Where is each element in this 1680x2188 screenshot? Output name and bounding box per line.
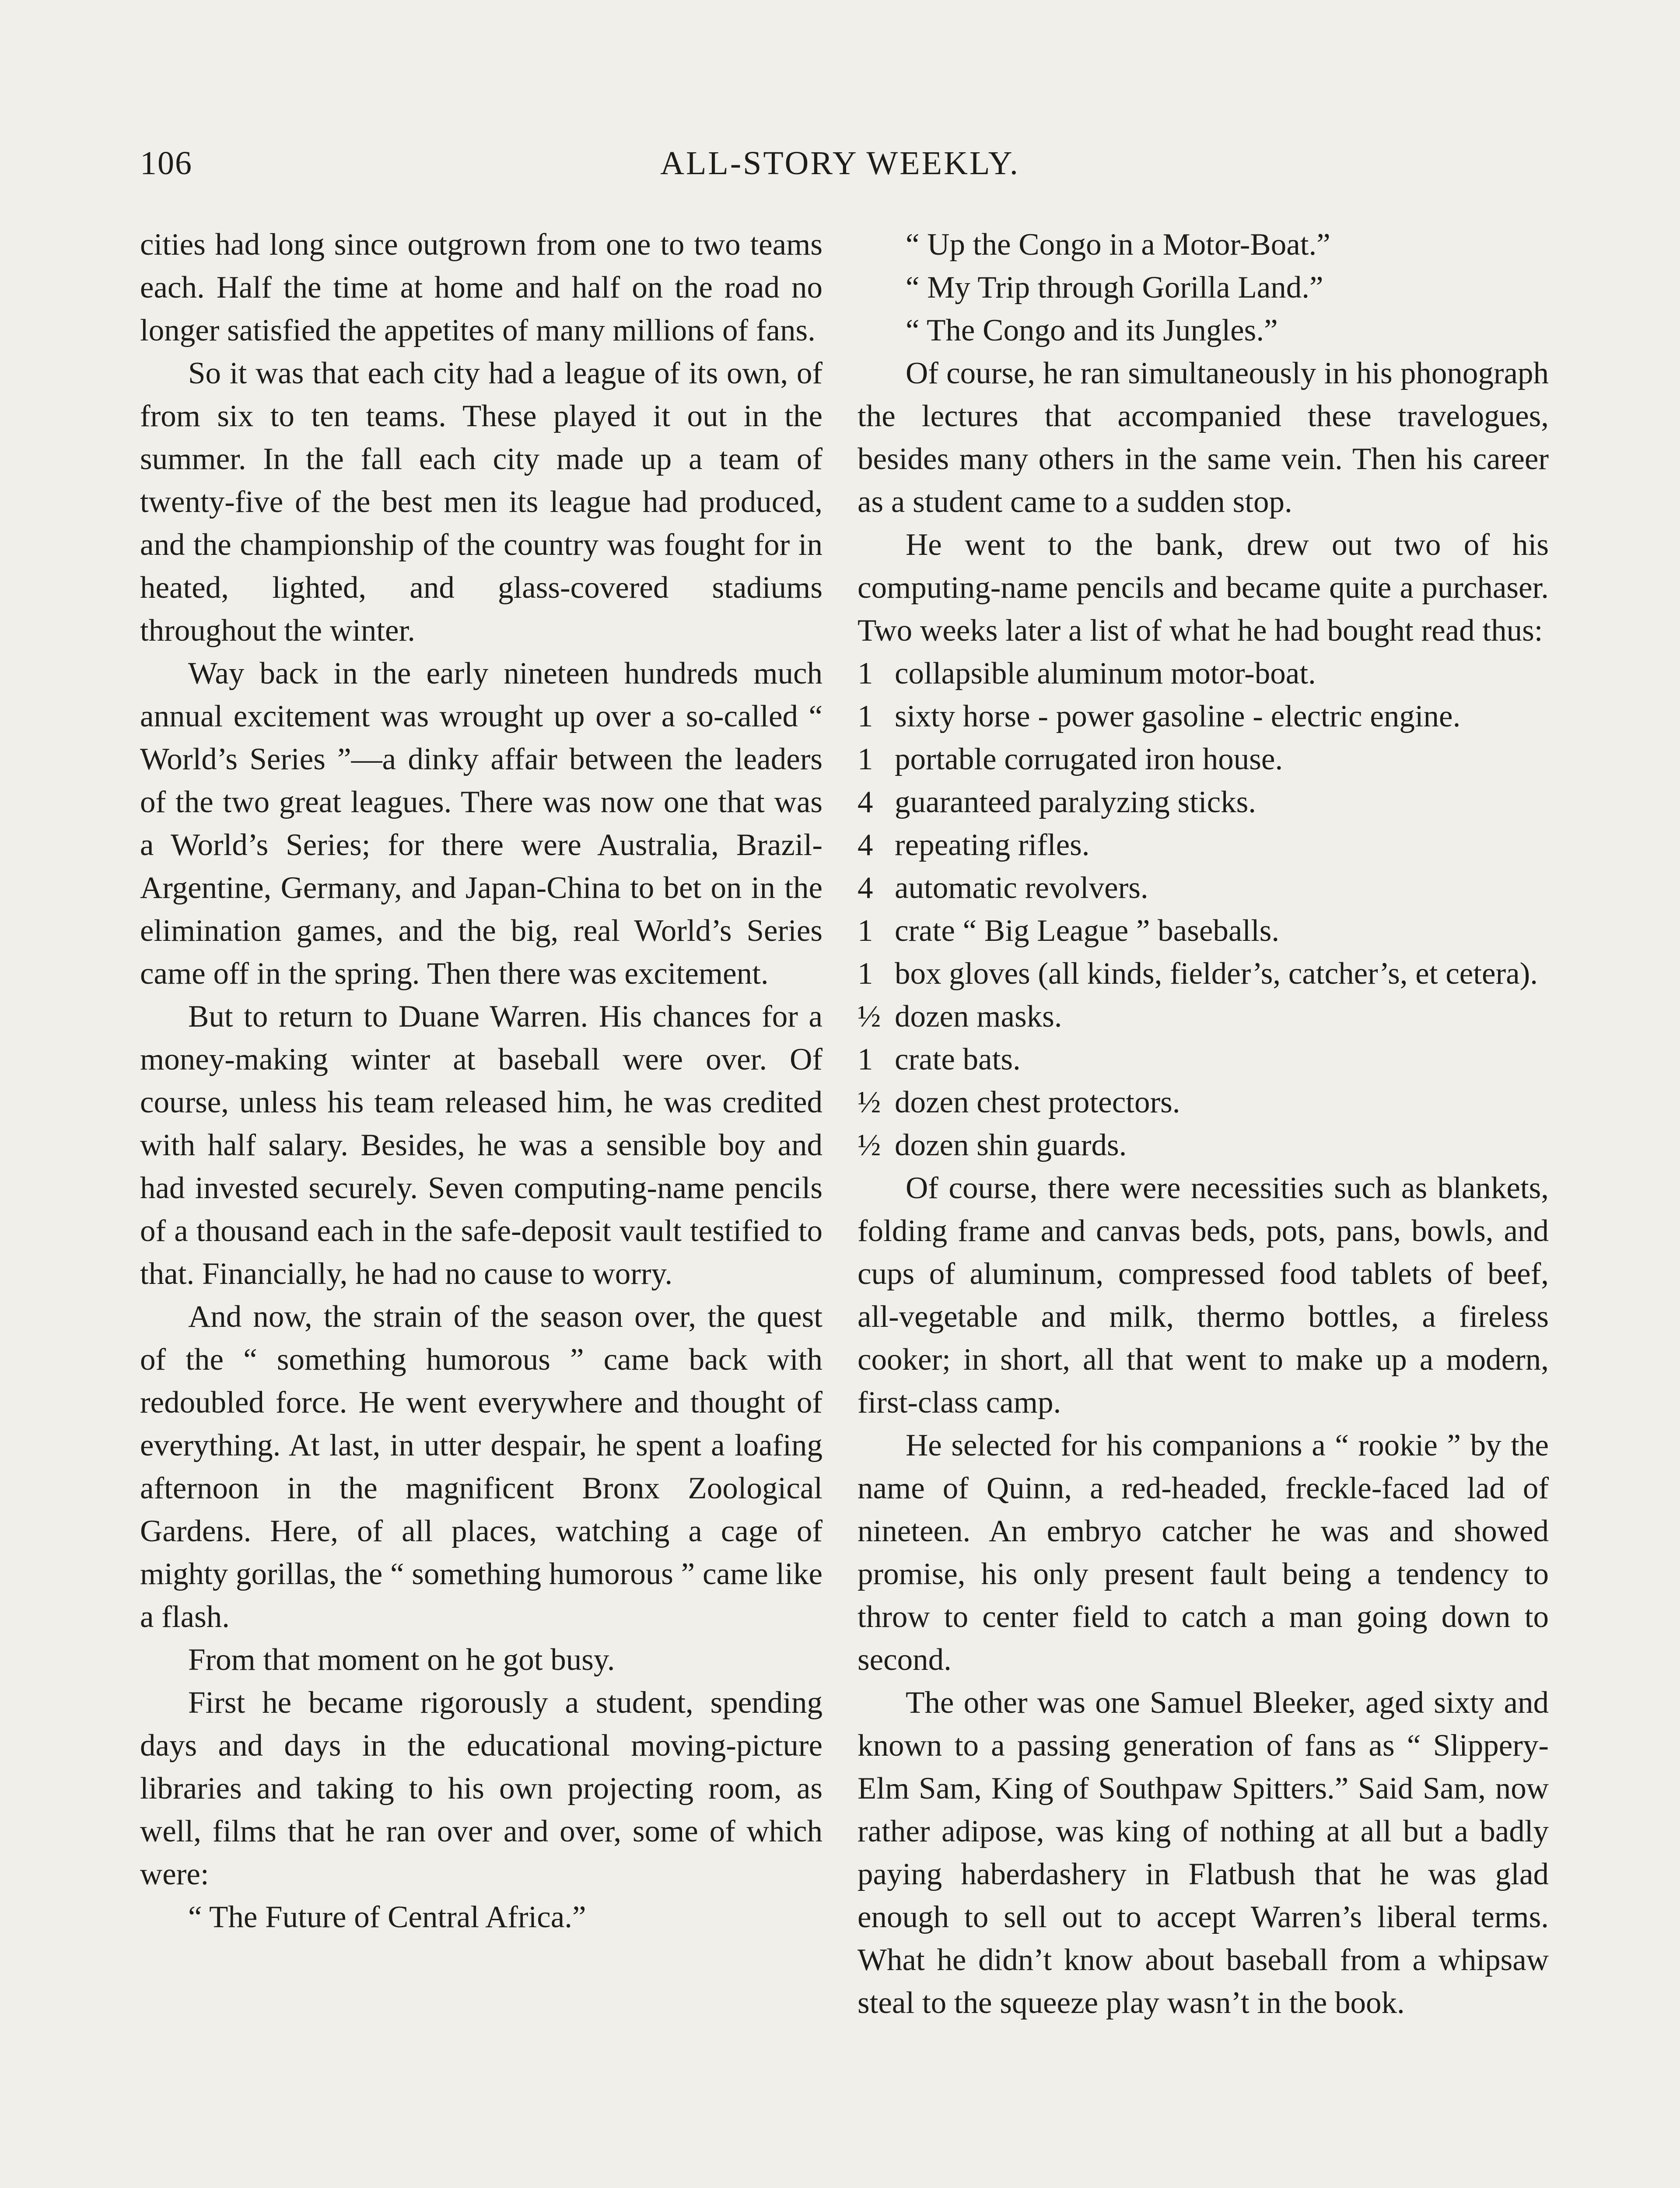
purchase-desc: dozen chest protectors. <box>895 1085 1180 1119</box>
purchase-desc: dozen masks. <box>895 999 1062 1034</box>
purchase-qty: 1 <box>858 1042 873 1076</box>
film-title: “ Up the Congo in a Motor-Boat.” <box>906 228 1330 262</box>
paragraph: Of course, there were necessities such as blankets, folding frame and canvas beds, pots, pans, bowls, and cups of aluminum, compressed food tablets of beef, all-vegetable and milk, thermo bottles, a fireless cooker; in short, all that went to make up a modern, first-class camp. <box>858 1171 1549 1420</box>
purchase-qty: 4 <box>858 828 873 862</box>
paragraph: Way back in the early nineteen hundreds much annual excitement was wrought up over a so-called “ World’s Series ”—a dinky affair between the leaders of the two great leagues. There was now one that was a World’s Series; for there were Australia, Brazil-Argentine, Germany, and Japan-China to bet on in the elimination games, and the big, real World’s Series came off in the spring. Then there was excitement. <box>140 656 822 991</box>
page-number: 106 <box>140 145 192 182</box>
purchase-qty: 4 <box>858 785 873 819</box>
paragraph: He selected for his companions a “ rookie ” by the name of Quinn, a red-headed, freckle-faced lad of nineteen. An embryo catcher he was and showed promise, his only present fault being a tendency to throw to center field to catch a man going down to second. <box>858 1428 1549 1677</box>
paragraph: Of course, he ran simultaneously in his phonograph the lectures that accompanied these travelogues, besides many others in the same vein. Then his career as a student came to a sudden stop. <box>858 356 1549 519</box>
purchase-desc: dozen shin guards. <box>895 1128 1127 1162</box>
paragraph: First he became rigorously a student, spending days and days in the educational moving-picture libraries and taking to his own projecting room, as well, films that he ran over and over, some of which were: <box>140 1686 822 1891</box>
running-title: ALL-STORY WEEKLY. <box>660 145 1020 182</box>
purchase-desc: box gloves (all kinds, fielder’s, catcher’s, et cetera). <box>895 957 1538 991</box>
purchase-item <box>858 738 1549 781</box>
purchase-item <box>858 824 1549 866</box>
film-title: “ The Future of Central Africa.” <box>188 1900 586 1934</box>
purchase-desc: guaranteed paralyzing sticks. <box>895 785 1256 819</box>
purchase-qty: 1 <box>858 957 873 991</box>
purchase-qty: 1 <box>858 914 873 948</box>
purchase-desc: crate bats. <box>895 1042 1021 1076</box>
purchase-item <box>858 866 1549 909</box>
film-title: “ My Trip through Gorilla Land.” <box>906 270 1323 305</box>
purchase-item <box>858 1081 1549 1124</box>
purchase-desc: portable corrugated iron house. <box>895 742 1283 776</box>
purchase-qty: ½ <box>858 1085 881 1119</box>
purchase-qty: 4 <box>858 871 873 905</box>
right-column <box>858 223 1549 2024</box>
paragraph: From that moment on he got busy. <box>188 1643 615 1677</box>
purchase-item <box>858 952 1549 995</box>
purchase-qty: 1 <box>858 742 873 776</box>
purchase-desc: repeating rifles. <box>895 828 1090 862</box>
purchase-qty: 1 <box>858 699 873 733</box>
purchase-desc: crate “ Big League ” baseballs. <box>895 914 1280 948</box>
paragraph: So it was that each city had a league of its own, of from six to ten teams. These played it out in the summer. In the fall each city made up a team of twenty-five of the best men its league had produced, and the championship of the country was fought for in heated, lighted, and glass-covered stadiums throughout the winter. <box>140 356 822 648</box>
paragraph: But to return to Duane Warren. His chances for a money-making winter at baseball were over. Of course, unless his team released him, he was credited with half salary. Besides, he was a sensible boy and had invested securely. Seven computing-name pencils of a thousand each in the safe-deposit vault testified to that. Financially, he had no cause to worry. <box>140 999 822 1291</box>
purchase-qty: ½ <box>858 1128 881 1162</box>
purchase-item <box>858 1038 1549 1081</box>
purchase-qty: ½ <box>858 999 881 1034</box>
paragraph: And now, the strain of the season over, the quest of the “ something humorous ” came back with redoubled force. He went everywhere and thought of everything. At last, in utter despair, he spent a loafing afternoon in the magnificent Bronx Zoological Gardens. Here, of all places, watching a cage of mighty gorillas, the “ something humorous ” came like a flash. <box>140 1300 822 1634</box>
purchase-item <box>858 995 1549 1038</box>
purchase-item <box>858 652 1549 695</box>
film-title: “ The Congo and its Jungles.” <box>906 313 1278 347</box>
paragraph: The other was one Samuel Bleeker, aged sixty and known to a passing generation of fans as “ Slippery-Elm Sam, King of Southpaw Spitters.” Said Sam, now rather adipose, was king of nothing at all but a badly paying haberdashery in Flatbush that he was glad enough to sell out to accept Warren’s liberal terms. What he didn’t know about baseball from a whipsaw steal to the squeeze play wasn’t in the book. <box>858 1686 1549 2020</box>
purchase-list <box>858 652 1549 1167</box>
purchase-item <box>858 781 1549 824</box>
left-column <box>140 223 822 1939</box>
paragraph: He went to the bank, drew out two of his computing-name pencils and became quite a purchaser. Two weeks later a list of what he had bought read thus: <box>858 528 1549 648</box>
purchase-desc: automatic revolvers. <box>895 871 1148 905</box>
purchase-item <box>858 695 1549 738</box>
paragraph: cities had long since outgrown from one to two teams each. Half the time at home and half on the road no longer satisfied the appetites of many millions of fans. <box>140 228 822 347</box>
purchase-item <box>858 909 1549 952</box>
page-header <box>140 144 1540 197</box>
purchase-qty: 1 <box>858 656 873 691</box>
purchase-item <box>858 1124 1549 1167</box>
purchase-desc: collapsible aluminum motor-boat. <box>895 656 1316 691</box>
purchase-desc: sixty horse - power gasoline - electric engine. <box>895 699 1461 733</box>
